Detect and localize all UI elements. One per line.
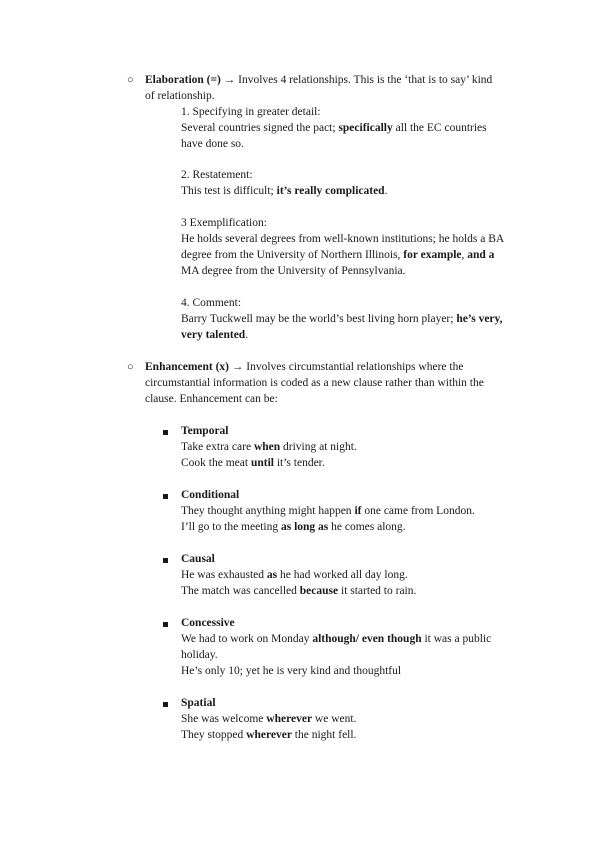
example-text: all the EC countries [392,122,487,134]
example-text: we went. [312,713,357,725]
type-name: Temporal [181,425,229,437]
example-text: We had to work on Monday [181,633,313,645]
example-text: Several countries signed the pact; [181,122,339,134]
elaboration-item-comment [181,295,503,343]
enhancement-type-spatial [181,695,356,743]
arrow-icon: → [223,74,236,86]
example-text: . [384,185,388,197]
circle-bullet-icon: ○ [127,74,134,86]
elaboration-heading: Elaboration (=) [145,74,221,86]
elaboration-item-specifying [181,104,487,152]
keyword: for example [403,249,462,261]
example-text: it started to rain. [338,585,417,597]
square-bullet-icon [163,430,168,435]
elaboration-intro-text-2: of relationship. [145,90,215,102]
keyword: because [299,585,339,597]
keyword: and a [467,249,495,261]
elaboration-item-exemplification [181,215,504,279]
square-bullet-icon [163,622,168,627]
type-name: Causal [181,553,215,565]
type-name: Conditional [181,489,240,501]
example-text: Take extra care [181,441,254,453]
elaboration-intro [145,72,492,104]
example-text: one came from London. [361,505,475,517]
square-bullet-icon [163,494,168,499]
enhancement-heading: Enhancement (x) [145,361,230,373]
example-text: I’ll go to the meeting [181,521,281,533]
keyword: when [253,441,281,453]
example-text: Barry Tuckwell may be the world’s best living horn player; [181,313,457,325]
item-title: 3 Exemplification: [181,217,267,229]
keyword: if [354,505,362,517]
elaboration-item-restatement [181,167,387,199]
enhancement-intro [145,359,484,407]
example-text: holiday. [181,649,218,661]
circle-bullet-icon: ○ [127,361,134,373]
example-text: He was exhausted [181,569,267,581]
elaboration-intro-text: Involves 4 relationships. This is the ‘that is to say’ kind [238,74,493,86]
example-text: , [461,249,468,261]
example-text: The match was cancelled [181,585,300,597]
enhancement-intro-text-3: clause. Enhancement can be: [145,393,278,405]
keyword: he’s very, [456,313,503,325]
example-text: it’s tender. [273,457,325,469]
example-text: MA degree from the University of Pennsylvania. [181,265,406,277]
square-bullet-icon [163,702,168,707]
example-text: They stopped [181,729,247,741]
example-text: She was welcome [181,713,267,725]
item-title: 1. Specifying in greater detail: [181,106,321,118]
example-text: He holds several degrees from well-known institutions; he holds a BA [181,233,505,245]
example-text: Cook the meat [181,457,251,469]
keyword: it’s really complicated [276,185,385,197]
enhancement-type-causal [181,551,416,599]
example-text: degree from the University of Northern Illinois, [181,249,404,261]
type-name: Concessive [181,617,235,629]
keyword: wherever [266,713,313,725]
example-text: driving at night. [280,441,357,453]
item-title: 2. Restatement: [181,169,253,181]
keyword: as [266,569,278,581]
keyword: very talented [181,329,246,341]
item-title: 4. Comment: [181,297,242,309]
enhancement-type-concessive [181,615,491,679]
example-text: This test is difficult; [181,185,277,197]
arrow-icon: → [231,361,244,373]
enhancement-type-conditional [181,487,475,535]
keyword: as long as [280,521,329,533]
example-text: he comes along. [328,521,406,533]
example-text: They thought anything might happen [181,505,355,517]
example-text: it was a public [421,633,492,645]
keyword: wherever [246,729,292,741]
type-name: Spatial [181,697,216,709]
keyword: until [250,457,274,469]
square-bullet-icon [163,558,168,563]
example-text: have done so. [181,138,244,150]
enhancement-intro-text: Involves circumstantial relationships where the [246,361,464,373]
example-text: the night fell. [291,729,357,741]
enhancement-intro-text-2: circumstantial information is coded as a new clause rather than within the [145,377,484,389]
keyword: specifically [338,122,393,134]
example-text: . [245,329,249,341]
enhancement-type-temporal [181,423,357,471]
example-text: he had worked all day long. [277,569,408,581]
example-text: He’s only 10; yet he is very kind and thoughtful [181,665,402,677]
keyword: although/ even though [312,633,422,645]
